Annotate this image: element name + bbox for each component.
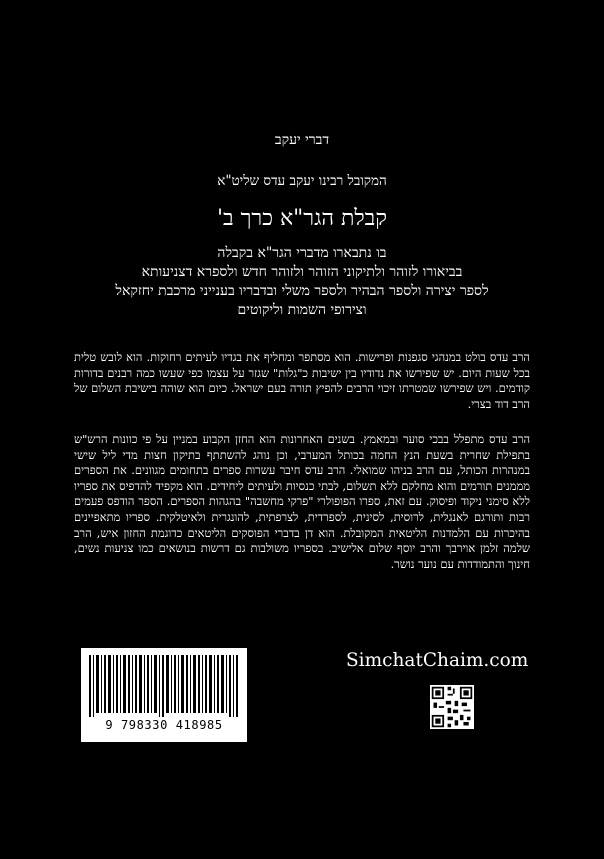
barcode [81,648,247,742]
body-paragraph-1 [74,350,530,412]
paragraph-text: הרב עדס בולט במנהגי סגפנות ופרישות. הוא מסתפר ומחליף את בגדיו לעיתים רחוקות. הוא לובש טלית בכל שעות היום. יש שפירשו את נדודיו בין ישיבות כ"גלות" שגזר על עצמו כפי שעשו כמה רבנים בדורות קודמים. ויש שפירשו שמטרתו זיכוי הרבים להפיץ תורה בעם ישראל. כיום הוא שוהה בישיבת השלום של הרב דוד בצרי. [74,350,530,411]
subtitle-line: וצירופי השמות וליקוטים [237,302,367,318]
subtitle-line: בו נתבארו מדברי הגר"א בקבלה [217,245,387,261]
website-url[interactable]: SimchatChaim.com [346,650,529,671]
subtitle-block [0,244,604,320]
series-title: דברי יעקב [274,132,330,148]
author-line: המקובל רבינו יעקב עדס שליט"א [217,173,387,189]
paragraph-text: הרב עדס מתפלל בבכי סוער ובמאמץ. בשנים האחרונות הוא החזן הקבוע במניין על פי כוונות הרש"ש בתפילת שחרית בשעת הנץ החמה בכותל המערבי, וכן נוהג להשתתף בתיקון חצות מדי ליל שישי במנהרות הכותל, עם הרב בניהו שמואלי. הרב עדס חיבר עשרות ספרים בתחומים מגוונים. את הספרים מממנים תורמים והוא מחלקם ללא תשלום, לבתי כנסיות ולעיתים ליחידים. הוא מקפיד להדפיס את ספריו ללא סימני ניקוד ופיסוק. עם זאת, ספרו הפופולרי "פרקי מחשבה" בהגהות הספרים. הספר הודפס פעמים רבות ותורגם לאנגלית, לרוסית, לסינית, לספרדית, לצרפתית, להונגרית ולאיטלקית. ספריו מתאפיינים בהיכרות עם הלמדנות הליטאית המקובלת. הוא דן בדברי הפוסקים הליטאים כדוגמת החזון איש, הרב שלמה זלמן אוירבך והרב יוסף שלום אלישיב. בספריו משולבות גם דרשות בנושאים כמו צניעות נשים, חינוך והתמודדות עם נוער נושר. [74,432,530,571]
qr-code-icon [430,685,474,729]
subtitle-line: בביאורו לזוהר ולתיקוני הזוהר ולזוהר חדש ולספרא דצניעותא [141,264,463,280]
body-paragraph-2 [74,432,530,572]
subtitle-line: לספר יצירה ולספר הבהיר ולספר משלי ובדבריו בענייני מרכבת יחזקאל [115,283,489,299]
isbn-number: 9 798330 418985 [105,718,223,732]
barcode-icon [89,655,239,717]
book-title: קבלת הגר"א כרך ב' [216,206,388,231]
